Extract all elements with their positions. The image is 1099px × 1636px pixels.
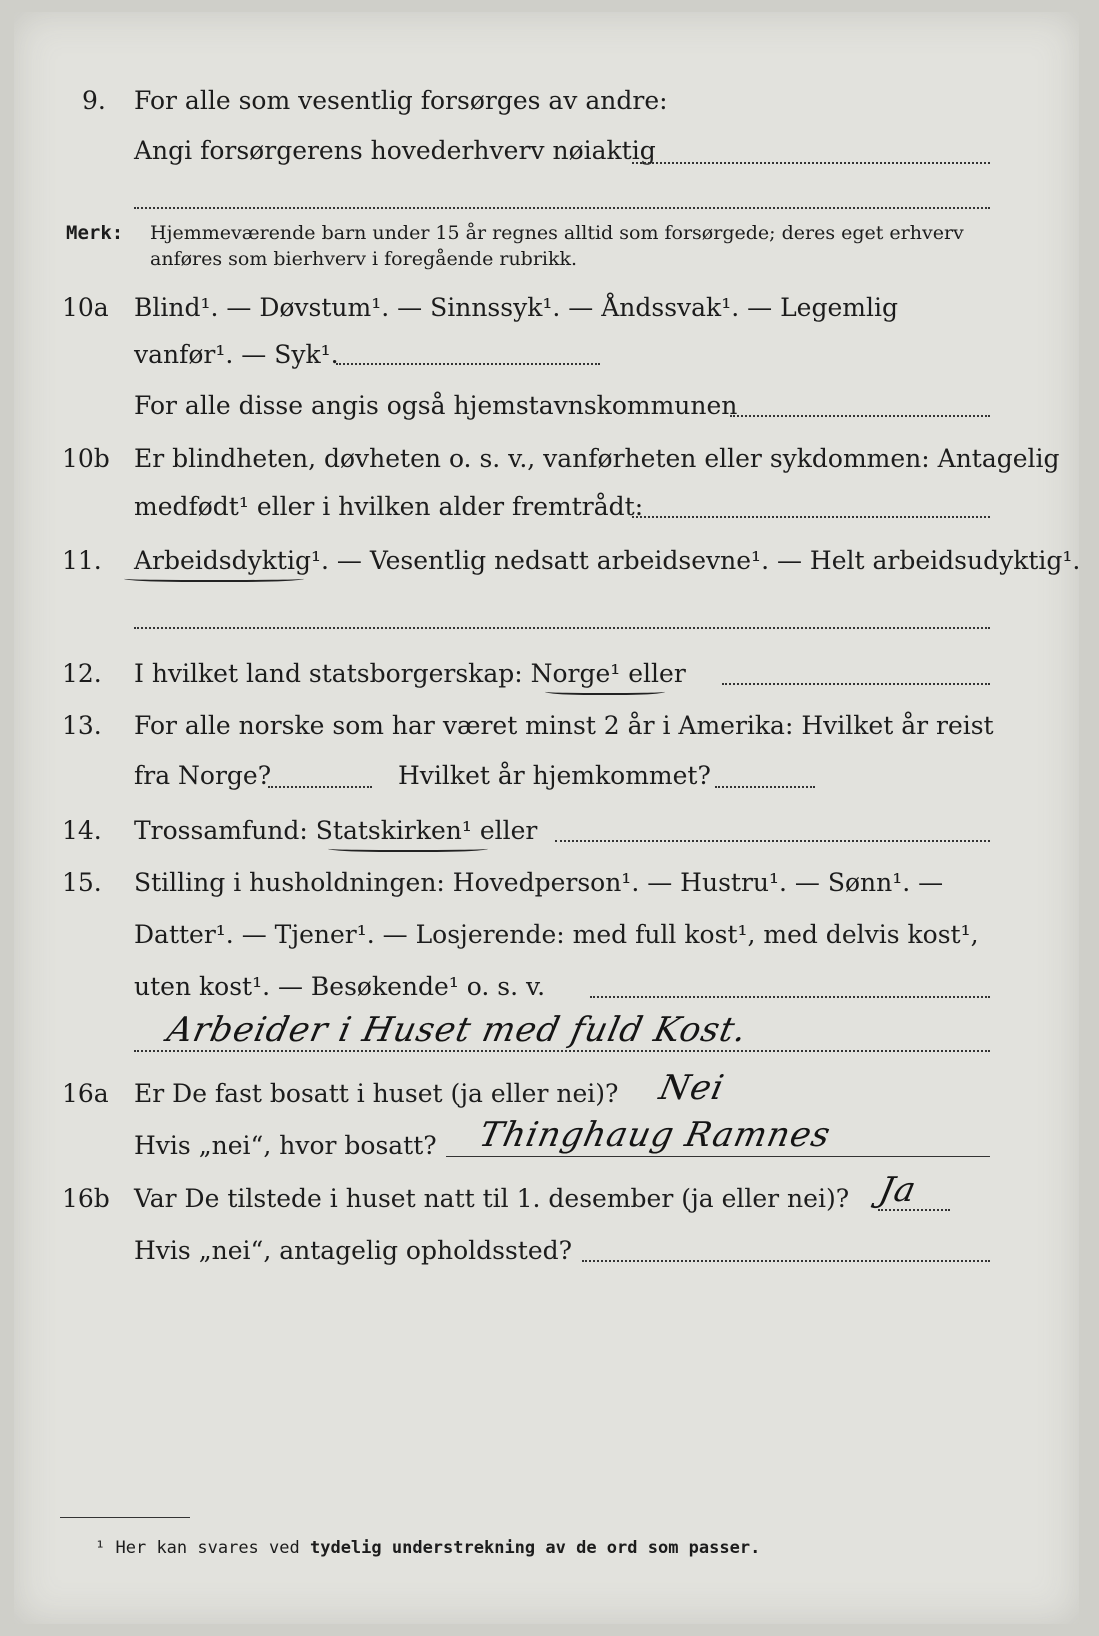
q15-answer-line2[interactable] <box>134 1050 990 1052</box>
q15-text-line1: Stilling i husholdningen: Hovedperson¹. — Hustru¹. — Sønn¹. — <box>134 868 944 897</box>
q10a-text-line2: vanfør¹. — Syk¹. <box>134 340 339 369</box>
q12-text-line1: I hvilket land statsborgerskap: Norge¹ eller <box>134 659 686 688</box>
q10b-answer-field[interactable] <box>632 516 990 518</box>
q16b-text-line2: Hvis „nei“, antagelig opholdssted? <box>134 1236 573 1265</box>
q13-text-line2a: fra Norge? <box>134 761 272 790</box>
q13-number: 13. <box>62 711 102 740</box>
merk-text-line2: anføres som bierhverv i foregående rubrikk. <box>150 248 578 270</box>
q14-handwritten-underline <box>328 844 488 852</box>
q16b-number: 16b <box>62 1184 110 1213</box>
q10a-text-line3: For alle disse angis også hjemstavnskommunen <box>134 391 738 420</box>
q16a-handwritten-answer1: Nei <box>655 1068 729 1108</box>
q10a-hjemstavn-field[interactable] <box>730 415 990 417</box>
q16a-number: 16a <box>62 1079 109 1108</box>
q9-text-line1: For alle som vesentlig forsørges av andre: <box>134 86 668 115</box>
q14-answer-field[interactable] <box>555 840 990 842</box>
q9-number: 9. <box>82 86 106 115</box>
q10b-number: 10b <box>62 444 110 473</box>
q13-hjemkommet-field[interactable] <box>715 786 815 788</box>
q15-number: 15. <box>62 868 102 897</box>
q15-text-line2: Datter¹. — Tjener¹. — Losjerende: med full kost¹, med delvis kost¹, <box>134 920 979 949</box>
q15-handwritten-answer: Arbeider i Huset med fuld Kost. <box>163 1010 751 1050</box>
q9-text-line2: Angi forsørgerens hovederhverv nøiaktig <box>134 136 656 165</box>
q10a-text-line1: Blind¹. — Døvstum¹. — Sinnssyk¹. — Åndssvak¹. — Legemlig <box>134 293 898 322</box>
q16a-bosatt-field[interactable] <box>446 1156 990 1157</box>
q11-text-line1: Arbeidsdyktig¹. — Vesentlig nedsatt arbeidsevne¹. — Helt arbeidsudyktig¹. <box>134 546 1081 575</box>
merk-text-line1: Hjemmeværende barn under 15 år regnes alltid som forsørgede; deres eget erhverv <box>150 222 964 244</box>
q12-answer-field[interactable] <box>722 683 990 685</box>
q16a-text-line1: Er De fast bosatt i huset (ja eller nei)? <box>134 1079 619 1108</box>
q9-answer-field-2[interactable] <box>134 207 990 209</box>
q10a-number: 10a <box>62 293 109 322</box>
q11-number: 11. <box>62 546 102 575</box>
q14-text-line1: Trossamfund: Statskirken¹ eller <box>134 816 538 845</box>
q10b-text-line1: Er blindheten, døvheten o. s. v., vanførheten eller sykdommen: Antagelig <box>134 444 1060 473</box>
footnote-mark: ¹ <box>95 1538 106 1558</box>
q10a-answer-field[interactable] <box>336 363 600 365</box>
q15-text-line3: uten kost¹. — Besøkende¹ o. s. v. <box>134 972 546 1001</box>
footnote <box>95 1538 760 1558</box>
q12-number: 12. <box>62 659 102 688</box>
q13-text-line2b: Hvilket år hjemkommet? <box>398 761 711 790</box>
q12-handwritten-underline <box>545 687 665 695</box>
q14-number: 14. <box>62 816 102 845</box>
q16a-handwritten-answer2: Thinghaug Ramnes <box>475 1115 835 1155</box>
q11-answer-field[interactable] <box>134 627 990 629</box>
q16b-opholdssted-field[interactable] <box>582 1260 990 1262</box>
q9-answer-field[interactable] <box>632 162 990 164</box>
q13-reist-field[interactable] <box>268 786 372 788</box>
q11-handwritten-underline <box>124 574 304 582</box>
footnote-rule <box>60 1517 190 1518</box>
q15-answer-field[interactable] <box>590 996 990 998</box>
merk-label: Merk: <box>66 222 124 244</box>
q10b-text-line2: medfødt¹ eller i hvilken alder fremtrådt: <box>134 492 644 521</box>
footnote-text-pre: Her kan svares ved <box>115 1538 300 1558</box>
q16b-text-line1: Var De tilstede i huset natt til 1. desember (ja eller nei)? <box>134 1184 850 1213</box>
q16b-handwritten-answer1: Ja <box>875 1170 921 1210</box>
q13-text-line1: For alle norske som har været minst 2 år i Amerika: Hvilket år reist <box>134 711 994 740</box>
footnote-text-bold: tydelig understrekning av de ord som passer. <box>309 1538 761 1558</box>
q16a-text-line2: Hvis „nei“, hvor bosatt? <box>134 1131 437 1160</box>
